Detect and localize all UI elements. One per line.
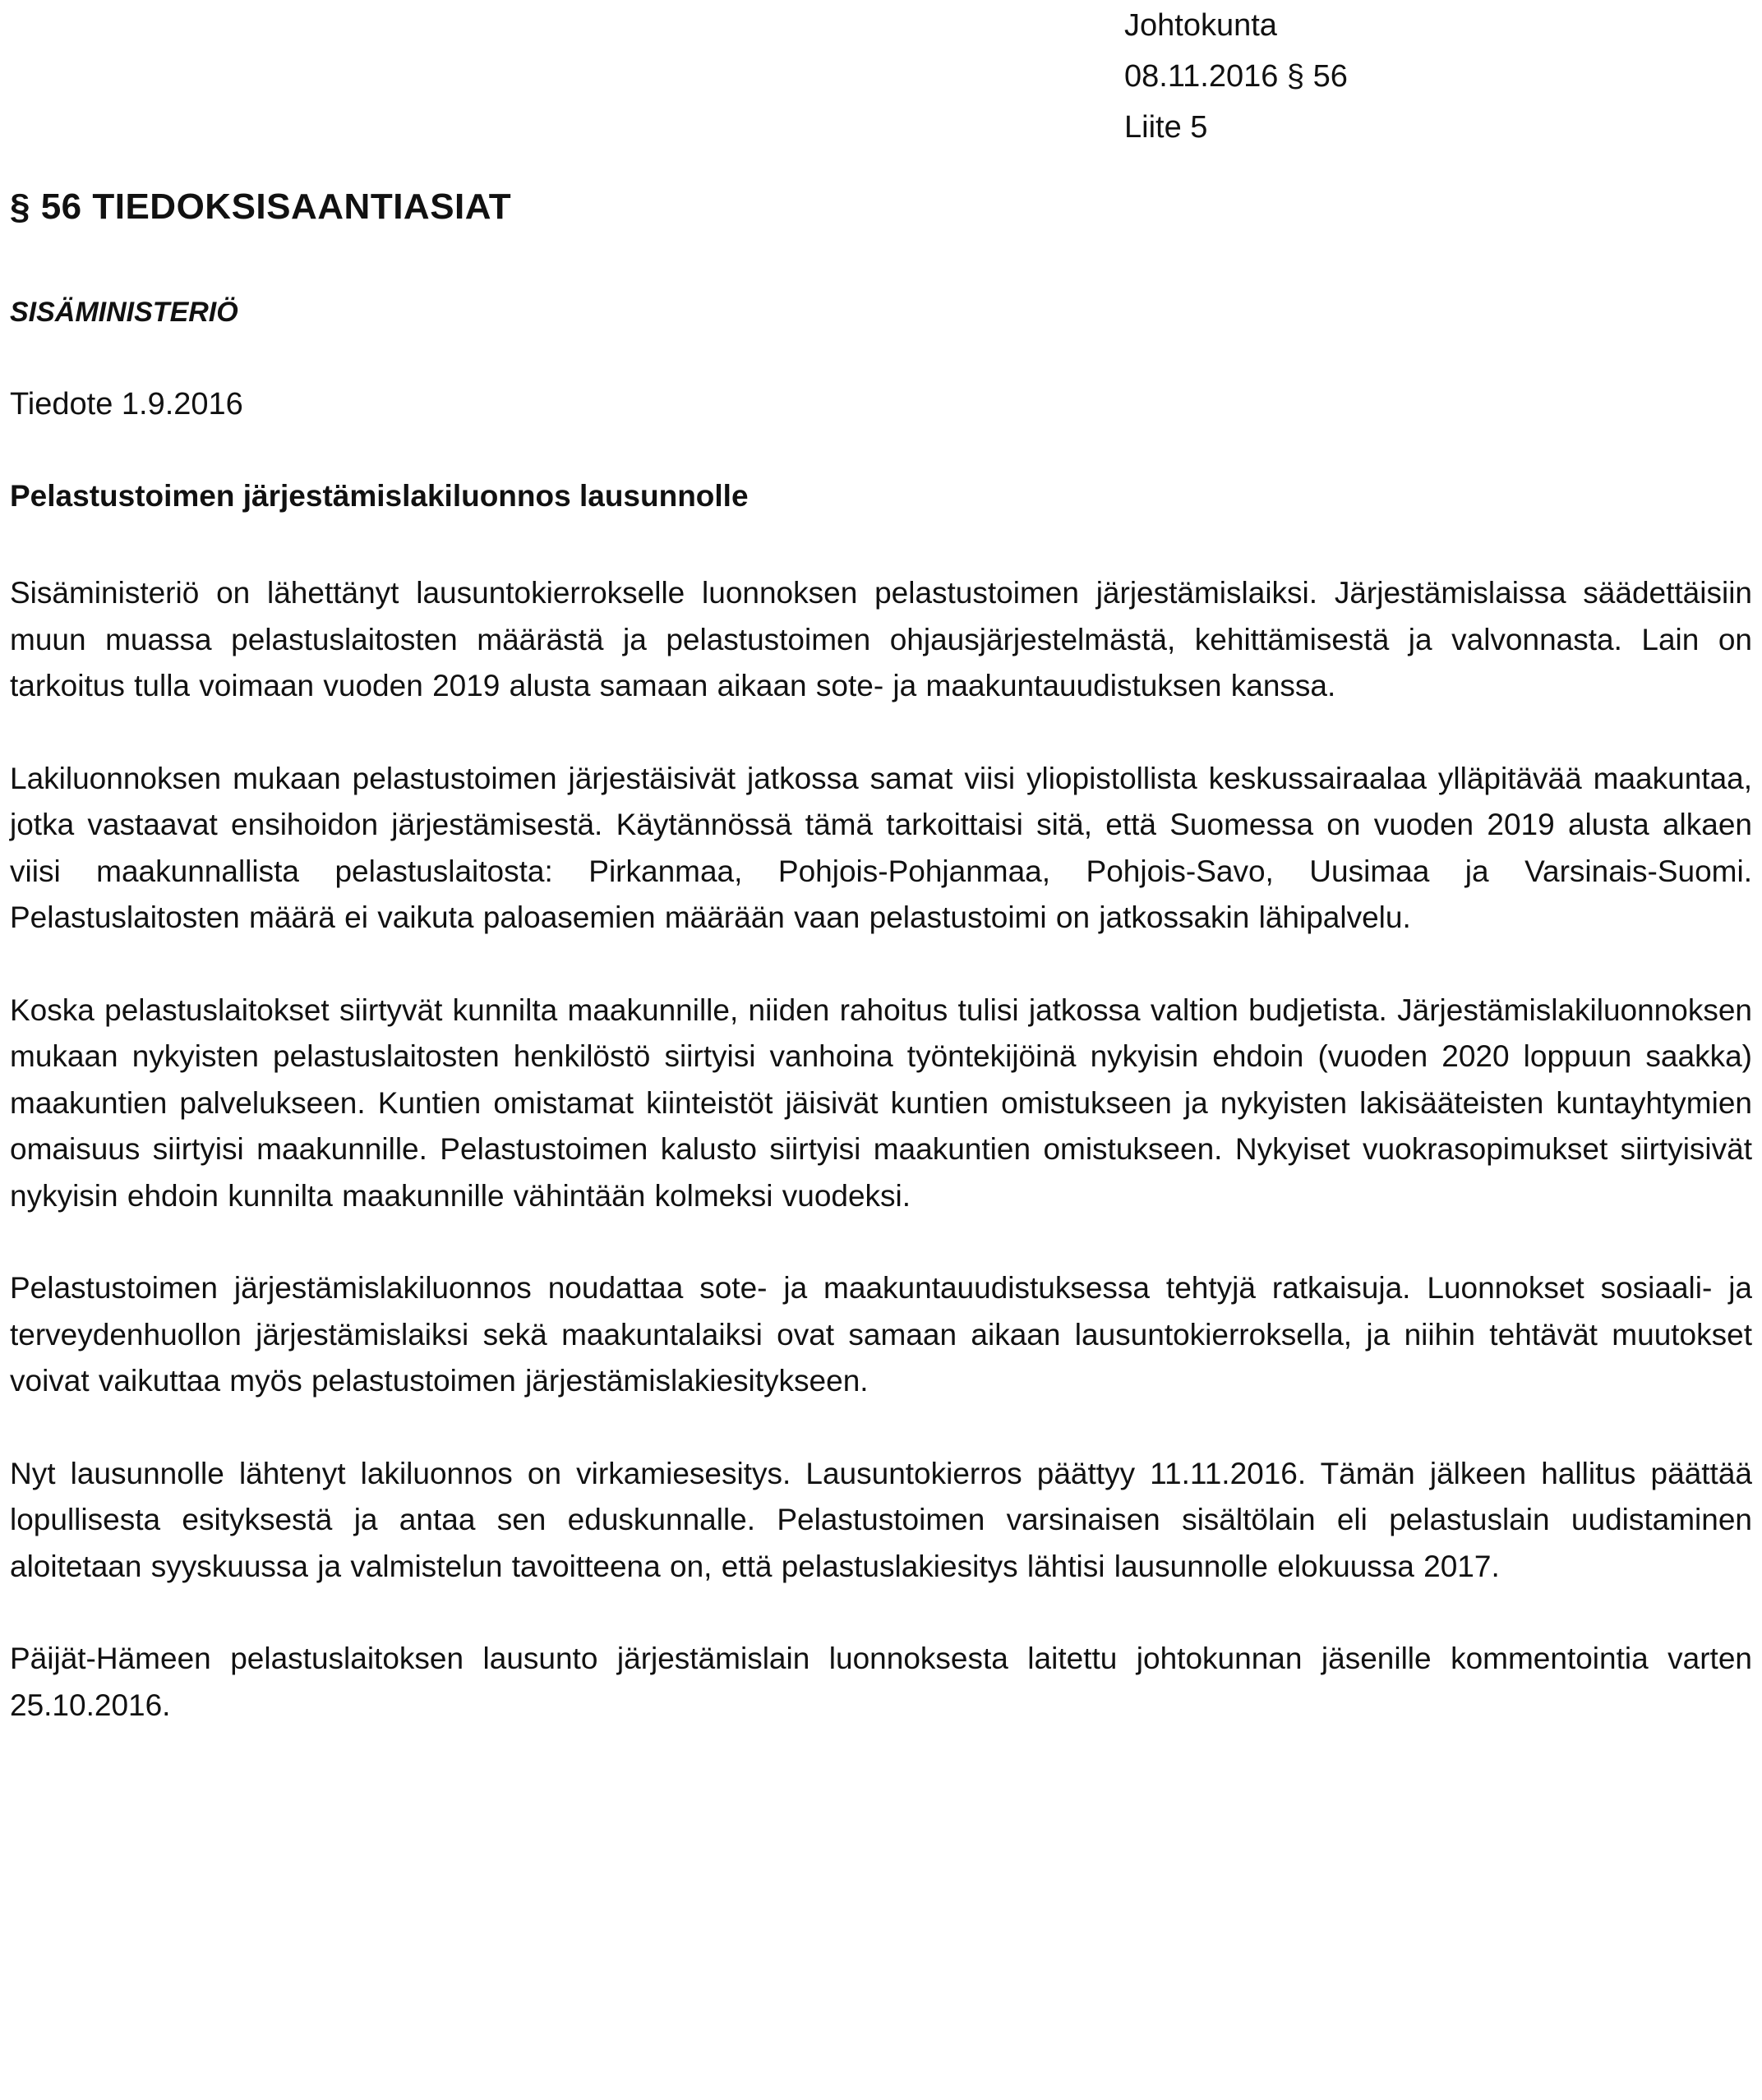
- committee-label: Johtokunta: [1124, 8, 1277, 43]
- paragraph: Lakiluonnoksen mukaan pelastustoimen järjestäisivät jatkossa samat viisi yliopistollista keskussairaalaa ylläpitävää maakuntaa, jotka vastaavat ensihoidon järjestämisestä. Käytännössä tämä tarkoittaisi sitä, että Suomessa on vuoden 2019 alusta alkaen viisi maakunnallista pelastuslaitosta: Pirkanmaa, Pohjois-Pohjanmaa, Pohjois-Savo, Uusimaa ja Varsinais-Suomi. Pelastuslaitosten määrä ei vaikuta paloasemien määrään vaan pelastustoimi on jatkossakin lähipalvelu.: [10, 761, 1752, 934]
- paragraph: Nyt lausunnolle lähtenyt lakiluonnos on virkamiesesitys. Lausuntokierros päättyy 11.11.2016. Tämän jälkeen hallitus päättää lopullisesta esityksestä ja antaa sen eduskunnalle. Pelastustoimen varsinaisen sisältölain eli pelastuslain uudistaminen aloitetaan syyskuussa ja valmistelun tavoitteena on, että pelastuslakiesitys lähtisi lausunnolle elokuussa 2017.: [10, 1456, 1752, 1583]
- document-body: [10, 182, 1752, 1729]
- ministry-name: SISÄMINISTERIÖ: [10, 297, 238, 328]
- meeting-date-section: 08.11.2016 § 56: [1124, 59, 1348, 94]
- bulletin-date: Tiedote 1.9.2016: [10, 387, 243, 421]
- paragraph: Päijät-Hämeen pelastuslaitoksen lausunto järjestämislain luonnoksesta laitettu johtokunnan jäsenille kommentointia varten 25.10.2016.: [10, 1642, 1752, 1722]
- paragraph: Pelastustoimen järjestämislakiluonnos noudattaa sote- ja maakuntauudistuksessa tehtyjä ratkaisuja. Luonnokset sosiaali- ja terveydenhuollon järjestämislaiksi sekä maakuntalaiksi ovat samaan aikaan lausuntokierroksella, ja niihin tehtävät muutokset voivat vaikuttaa myös pelastustoimen järjestämislakiesitykseen.: [10, 1271, 1752, 1398]
- paragraph: Sisäministeriö on lähettänyt lausuntokierrokselle luonnoksen pelastustoimen järjestämislaiksi. Järjestämislaissa säädettäisiin muun muassa pelastuslaitosten määrästä ja pelastustoimen ohjausjärjestelmästä, kehittämisestä ja valvonnasta. Lain on tarkoitus tulla voimaan vuoden 2019 alusta samaan aikaan sote- ja maakuntauudistuksen kanssa.: [10, 576, 1752, 702]
- document-header: [1124, 0, 1348, 153]
- subheading: Pelastustoimen järjestämislakiluonnos lausunnolle: [10, 479, 749, 513]
- paragraph: Koska pelastuslaitokset siirtyvät kunnilta maakunnille, niiden rahoitus tulisi jatkossa valtion budjetista. Järjestämislakiluonnoksen mukaan nykyisten pelastuslaitosten henkilöstö siirtyisi vanhoina työntekijöinä nykyisin ehdoin (vuoden 2020 loppuun saakka) maakuntien palvelukseen. Kuntien omistamat kiinteistöt jäisivät kuntien omistukseen ja nykyisten lakisääteisten kuntayhtymien omaisuus siirtyisi maakunnille. Pelastustoimen kalusto siirtyisi maakuntien omistukseen. Nykyiset vuokrasopimukset siirtyisivät nykyisin ehdoin kunnilta maakunnille vähintään kolmeksi vuodeksi.: [10, 992, 1752, 1213]
- appendix-label: Liite 5: [1124, 110, 1208, 145]
- section-title: § 56 TIEDOKSISAANTIASIAT: [10, 187, 512, 227]
